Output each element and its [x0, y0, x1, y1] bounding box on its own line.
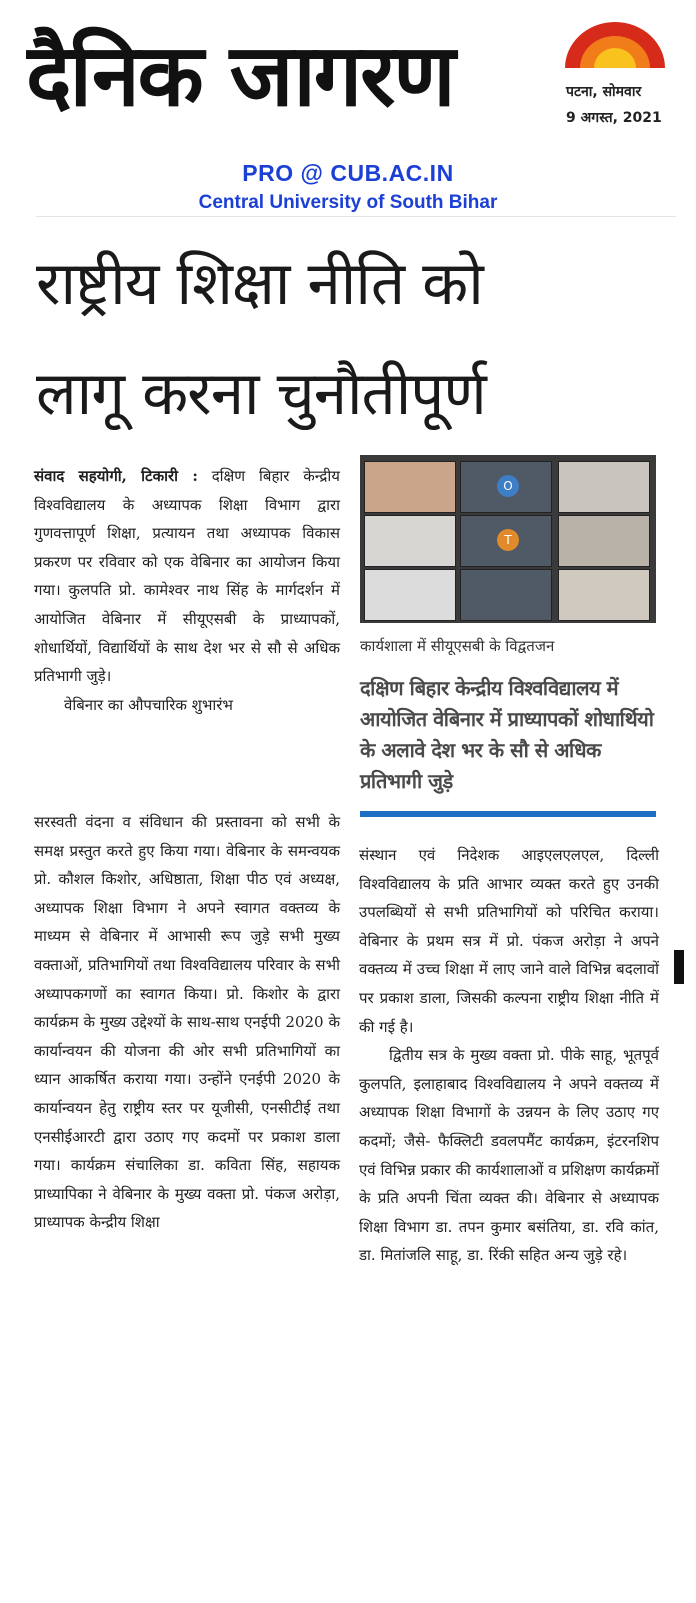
- article-column-2: [359, 841, 659, 1270]
- avatar: T: [497, 529, 519, 551]
- header-divider: [36, 216, 676, 217]
- edition-date: 9 अगस्त, 2021: [566, 110, 662, 126]
- paragraph-2-body: सरस्वती वंदना व संविधान की प्रस्तावना को सभी के समक्ष प्रस्तुत करते हुए किया गया। वेबिनार के समन्वयक प्रो. कौशल किशोर, अधिष्ठाता, शिक्षा पीठ एवं अध्यक्ष, अध्यापक शिक्षा विभाग ने अपने स्वागत वक्तव्य के माध्यम से वेबिनार में आभासी रूप जुड़े सभी मुख्य वक्ताओं, प्रतिभागियों तथा विश्वविद्यालय परिवार के सभी अध्यापकगणों का स्वागत किया। प्रो. किशोर के द्वारा कार्यक्रम के मुख्य उद्देश्यों के साथ-साथ एनईपी 2020 के कार्यान्वयन की योजना की ओर सभी प्रतिभागियों का ध्यान आकर्षित कराया गया। उन्होंने एनईपी 2020 के कार्यान्वयन हेतु राष्ट्रीय स्तर पर यूजीसी, एनसीटीई तथा एनसीईआरटी द्वारा उठाए गए कदमों पर प्रकाश डाला गया। कार्यक्रम संचालिका डा. कविता सिंह, सहायक प्राध्यापिका ने वेबिनार के मुख्य वक्ता प्रो. पंकज अरोड़ा, प्राध्यापक केन्द्रीय शिक्षा: [34, 813, 340, 1232]
- newspaper-logo: दैनिक जागरण: [26, 26, 454, 126]
- participant-tile: [558, 461, 650, 513]
- edition-city: पटना, सोमवार: [566, 84, 642, 100]
- article-column-1-bottom: [34, 808, 340, 1237]
- participant-tile: [558, 515, 650, 567]
- headline-line-2: लागू करना चुनौतीपूर्ण: [36, 359, 486, 429]
- participant-tile: [364, 569, 456, 621]
- page-edge-marker: [674, 950, 684, 984]
- participant-tile: [364, 461, 456, 513]
- paragraph-3: संस्थान एवं निदेशक आइएलएलएल, दिल्ली विश्वविद्यालय के प्रति आभार व्यक्त करते हुए उनकी उपलब्धियों से सभी प्रतिभागियों को परिचित कराया। वेबिनार के प्रथम सत्र में प्रो. पंकज अरोड़ा ने अपने वक्तव्य में उच्च शिक्षा में लाए जाने वाले विभिन्न बदलावों पर प्रकाश डाला, जिसकी कल्पना राष्ट्रीय शिक्षा नीति में की गई है।: [359, 846, 659, 1036]
- participant-tile: [558, 569, 650, 621]
- participant-tile: [460, 569, 552, 621]
- pull-quote: दक्षिण बिहार केन्द्रीय विश्वविद्यालय में आयोजित वेबिनार में प्राध्यापकों शोधार्थियो के अलावे देश भर के सौ से अधिक प्रतिभागी जुड़े: [360, 676, 654, 793]
- article-column-1-top: [34, 462, 340, 719]
- watermark-email: PRO @ CUB.AC.IN: [242, 160, 454, 186]
- paragraph-2-start: वेबिनार का औपचारिक शुभारंभ: [64, 695, 233, 714]
- sun-logo-icon: [560, 22, 670, 68]
- paragraph-4: द्वितीय सत्र के मुख्य वक्ता प्रो. पीके साहू, भूतपूर्व कुलपति, इलाहाबाद विश्वविद्यालय ने अपने वक्तव्य में अध्यापक शिक्षा विभागों के उन्नयन के लिए उठाए गए कदमों; जैसे- फैक्लिटी डवलपमैंट कार्यक्रम, इंटरनशिप एवं विभिन्न प्रकार की कार्यशालाओं व प्रशिक्षण कार्यक्रमों के प्रति अपनी चिंता व्यक्त की। वेबिनार से अध्यापक शिक्षा विभाग डा. तपन कुमार बसंतिया, डा. रवि कांत, डा. मितांजलि साहू, डा. रिंकी सहित अन्य जुड़े रहे।: [359, 1046, 659, 1265]
- accent-bar: [360, 811, 656, 817]
- participant-tile: [460, 515, 552, 567]
- participant-tile: [364, 515, 456, 567]
- photo-caption: कार्यशाला में सीयूएसबी के विद्वतजन: [360, 637, 555, 655]
- byline: संवाद सहयोगी, टिकारी :: [34, 467, 198, 485]
- lead-paragraph: दक्षिण बिहार केन्द्रीय विश्वविद्यालय के अध्यापक शिक्षा विभाग द्वारा गुणवत्तापूर्ण शिक्षा, प्रत्यायन तथा अध्यापक विकास प्रकरण पर रविवार को एक वेबिनार का आयोजन किया गया। कुलपति प्रो. कामेश्वर नाथ सिंह के मार्गदर्शन में आयोजित वेबिनार में सीयूएसबी के प्राध्यापकों, शोधार्थियों, विद्यार्थियों के साथ देश भर से सौ से अधिक प्रतिभागी जुड़े।: [34, 467, 340, 686]
- webinar-screenshot-photo: [360, 455, 656, 623]
- avatar: O: [497, 475, 519, 497]
- headline-line-1: राष्ट्रीय शिक्षा नीति को: [36, 249, 483, 319]
- participant-tile: [460, 461, 552, 513]
- watermark-institution: Central University of South Bihar: [198, 192, 498, 213]
